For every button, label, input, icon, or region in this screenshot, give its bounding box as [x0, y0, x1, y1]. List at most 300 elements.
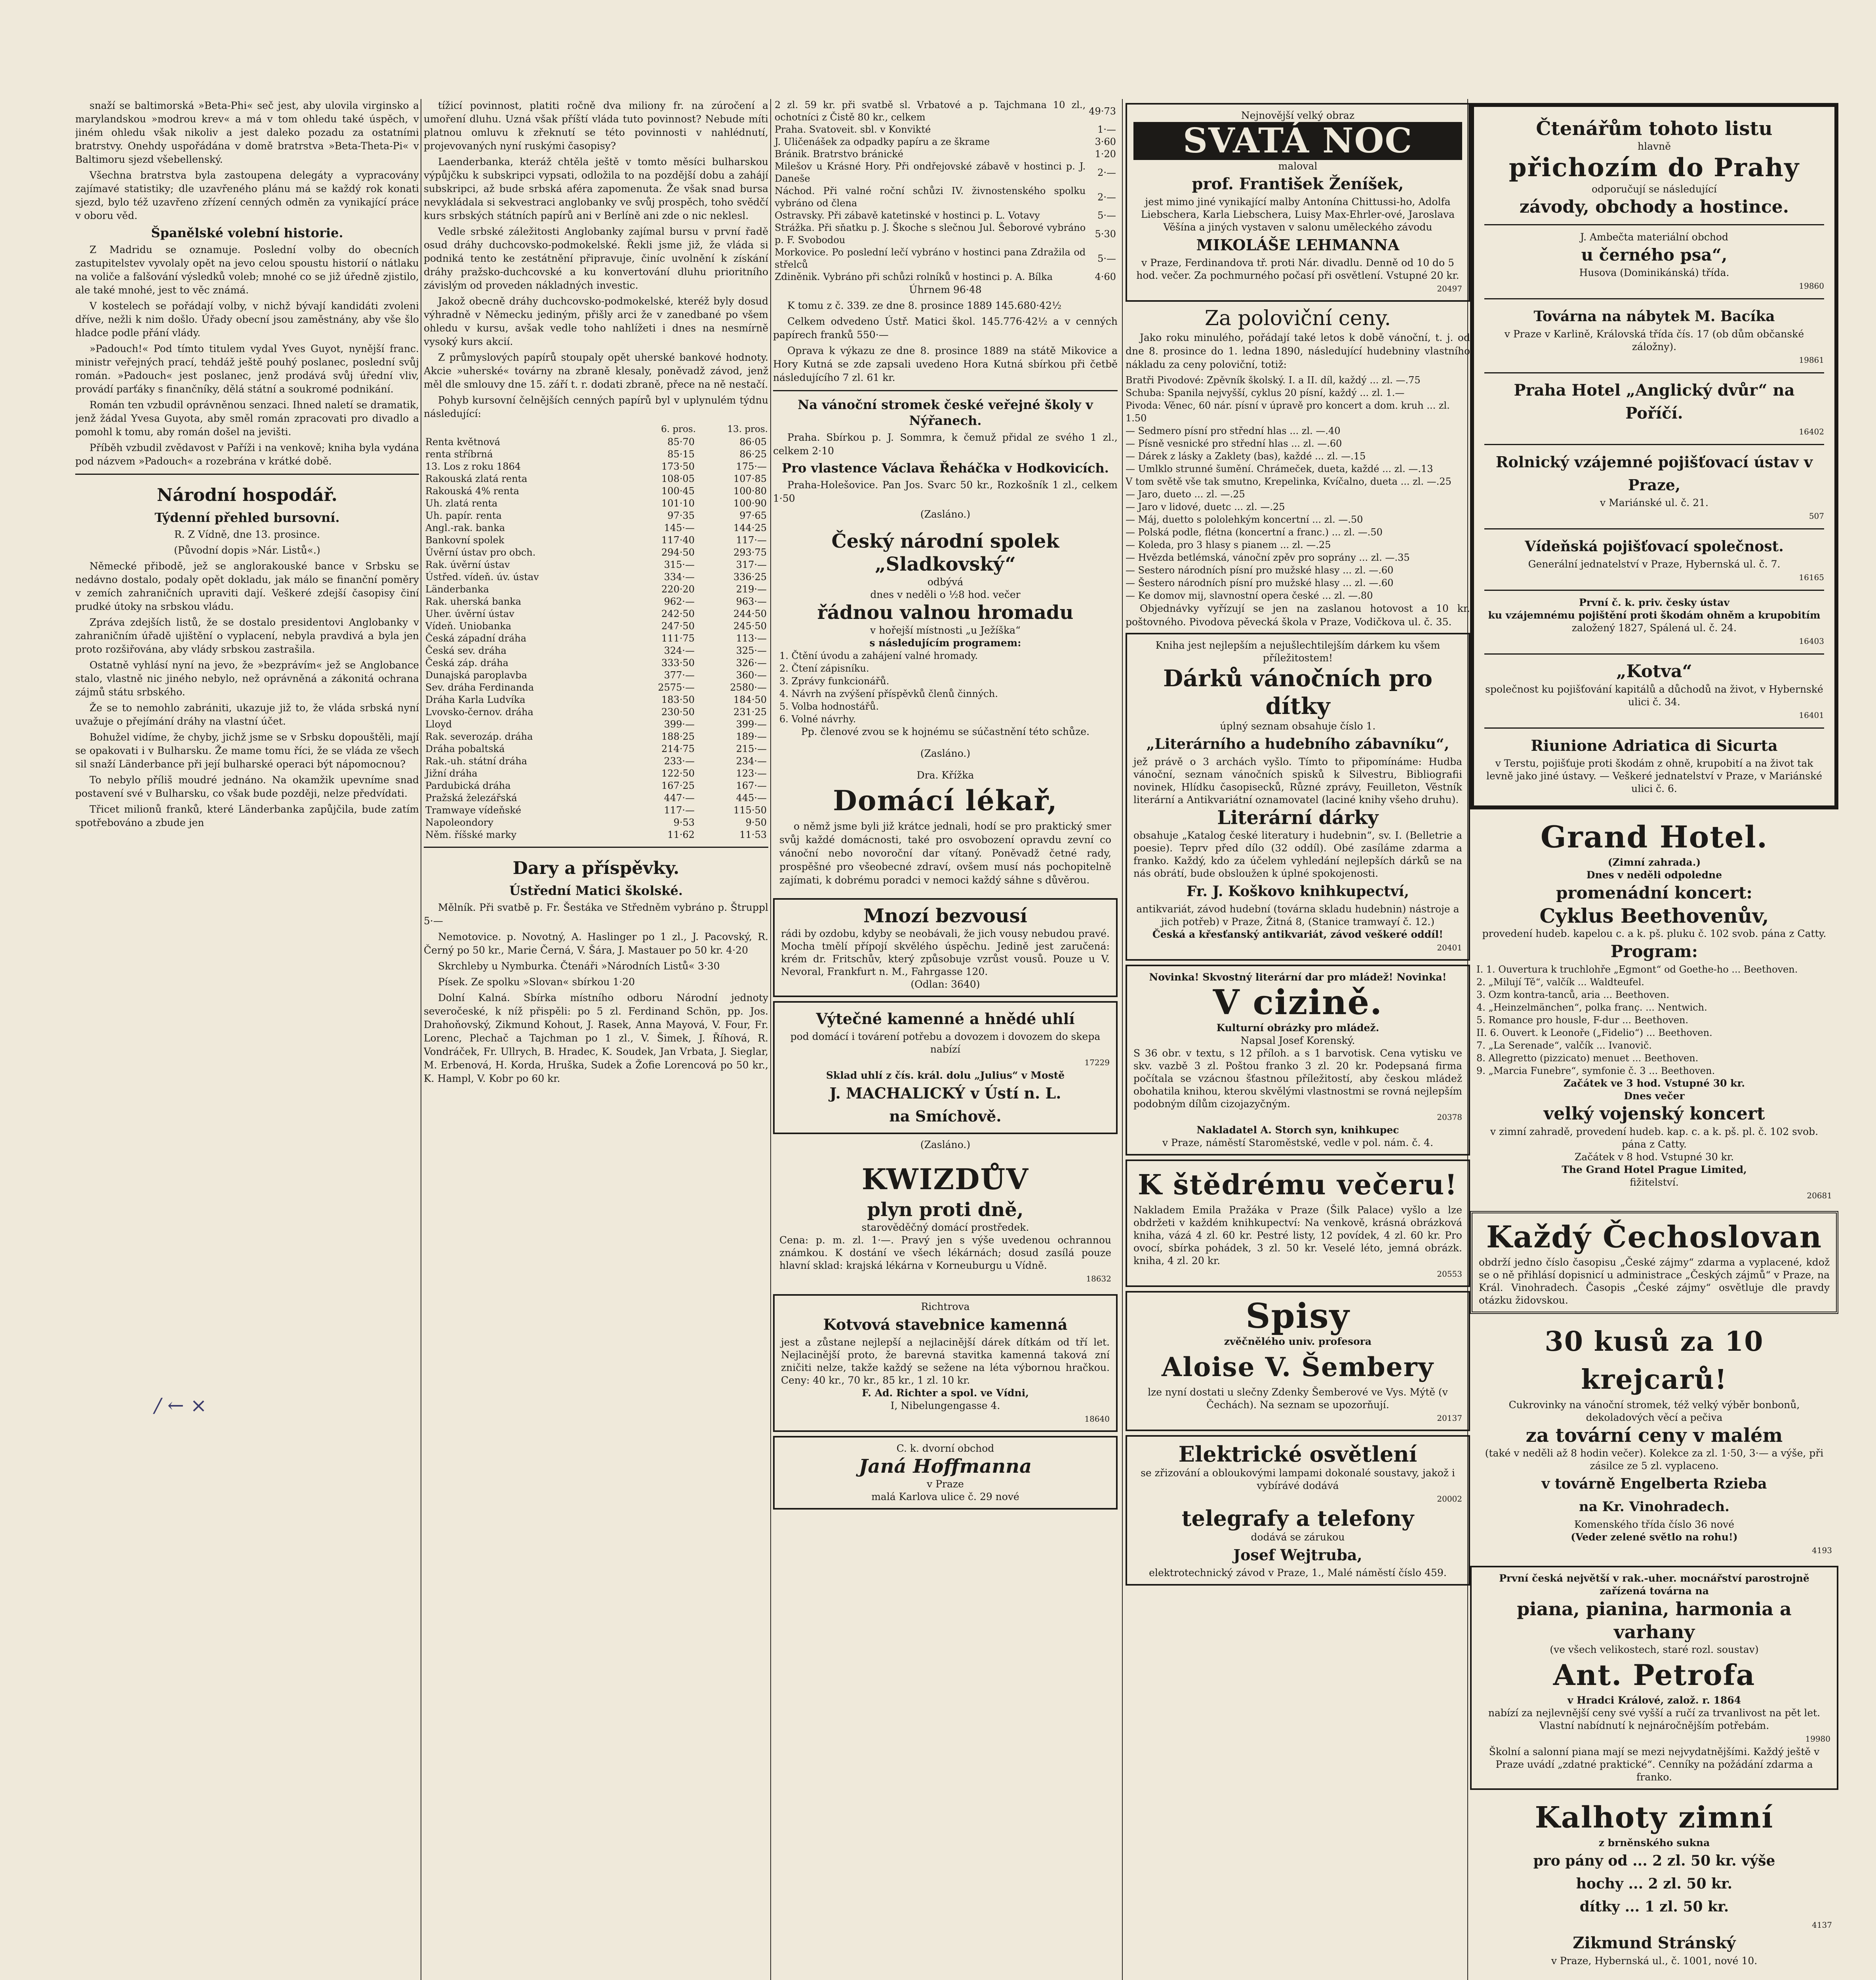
- coal-store: Sklad uhlí z čís. král. dolu „Julius“ v Mostě: [826, 1070, 1065, 1081]
- price-row: [424, 571, 768, 583]
- gift-row: [773, 99, 1118, 124]
- darku-firm: Fr. J. Koškovo knihkupectví,: [1187, 883, 1409, 900]
- row-value: 220·20: [661, 584, 695, 595]
- petrof-big: piana, pianina, harmonia a varhany: [1517, 1598, 1792, 1643]
- article-paragraph: Pohyb kursovní čelnějších cenných papírů byl v uplynulém týdnu následující:: [424, 394, 768, 419]
- dir-item-addr: společnost ku pojišťování kapitálů a důchodů na život, v Hybernské ulici č. 34.: [1485, 683, 1823, 708]
- correction-note: Oprava k výkazu ze dne 8. prosince 1889 na státě Mikovice a Hory Kutná se zde zapsali uvedeno Hora Kutná sbírkou při četbě následujícího 7 zl. 61 kr.: [773, 345, 1118, 383]
- price-row: [424, 755, 768, 767]
- spisy-ad: [1126, 1291, 1470, 1431]
- half-price-item: — Písně vesnické pro střední hlas ... zl. —.60: [1126, 438, 1342, 449]
- row-value: 231·25: [733, 706, 767, 718]
- spisy-name: Aloise V. Šembery: [1162, 1352, 1434, 1382]
- kusu-firm: v továrně Engelberta Rzieba: [1541, 1475, 1767, 1492]
- spolek-headline: řádnou valnou hromadu: [817, 602, 1074, 624]
- dir-big2: závody, obchody a hostince.: [1519, 197, 1789, 217]
- telegr-title: telegrafy a telefony: [1181, 1506, 1414, 1531]
- kwizda-text: Cena: p. m. zl. 1·—. Pravý jen s výše uvedenou ochrannou známkou. K dostání ve všech lékárnách; dosud zasílá pouze hlavní sklad: krajská lékárna v Korneuburgu u Vídně.: [779, 1234, 1111, 1271]
- row-label: Rak. severozáp. dráha: [425, 731, 533, 742]
- row-label: Něm. říšské marky: [425, 829, 517, 840]
- kwizda-title: KWIZDŮV: [861, 1162, 1029, 1196]
- divider: [1484, 528, 1824, 529]
- mnozi-serial: (Odlan: 3640): [910, 979, 980, 990]
- dir-serial: 16403: [1799, 636, 1824, 646]
- grand-hotel-ad: [1470, 813, 1838, 1207]
- price-table-header: [424, 423, 768, 436]
- spolek-item: 4. Návrh na zvýšení příspěvků členů činných.: [779, 688, 998, 699]
- spisy-text: lze nyní dostati u slečny Zdenky Šemberové ve Vys. Mýtě (v Čechách). Na seznam se upozorňují.: [1148, 1386, 1448, 1411]
- row-value: 188·25: [661, 731, 695, 742]
- hotel-big: velký vojenský koncert: [1543, 1104, 1765, 1124]
- hotel-promenade: promenádní koncert:: [1556, 883, 1752, 902]
- row-label: Česká sev. dráha: [425, 645, 507, 656]
- box-title: Na vánoční stromek české veřejné školy v Nýřanech.: [798, 397, 1093, 428]
- storch-addr: v Praze, náměstí Staroměstské, vedle v pol. nám. č. 4.: [1162, 1137, 1434, 1148]
- row-value: 1·20: [1095, 148, 1116, 160]
- row-label: Strážka. Při sňatku p. J. Škoche s slečnou Jul. Šeborové vybráno p. F. Svobodou: [775, 222, 1086, 246]
- dir-item-addr: v Praze v Karlině, Královská třída čís. 17 (ob dům občanské záložny).: [1504, 328, 1804, 352]
- section-subheading: Ústřední Matici školské.: [509, 883, 683, 898]
- hoffmann-city: v Praze: [927, 1478, 964, 1490]
- row-value: 97·35: [667, 510, 695, 521]
- price-row: [424, 743, 768, 755]
- price-row: [424, 546, 768, 559]
- row-value: 962·—: [664, 596, 695, 607]
- article-paragraph: tížicí povinnost, platiti ročně dva miliony fr. na zúročení a umoření dluhu. Uzná však příští vláda tuto povinnost? Nebude míti platnou omluvu k zřeknutí se této povinnosti v nahlédnutí, projevovaných nyní ruskými časopisy?: [424, 100, 768, 152]
- section-heading: Dary a příspěvky.: [512, 858, 680, 878]
- dir-serial: 507: [1809, 511, 1824, 521]
- box-line: Praha. Sbírkou p. J. Sommra, k čemuž přidal ze svého 1 zl., celkem 2·10: [773, 432, 1118, 457]
- half-price-item: Pivoda: Věnec, 60 nár. písní v úpravě pro koncert a dom. kruh ... zl. 1.50: [1126, 400, 1450, 424]
- spolek-item: 3. Zprávy funkcionářů.: [779, 676, 889, 687]
- kusu-addr: Komenského třída číslo 36 nové: [1574, 1519, 1735, 1530]
- row-label: Náchod. Při valné roční schůzi IV. živnostenského spolku vybráno od člena: [775, 185, 1086, 209]
- dir-item-pre: J. Ambečta materiální obchod: [1580, 231, 1728, 243]
- vecer-title: K štědrému večeru!: [1137, 1168, 1458, 1201]
- row-label: Ústřed. vídeň. úv. ústav: [425, 571, 539, 583]
- balici-ad: [1470, 1976, 1838, 1980]
- hoffmann-name: Janá Hoffmanna: [859, 1455, 1032, 1477]
- row-label: Pardubická dráha: [425, 780, 511, 791]
- half-price-text: Jako roku minulého, pořádají také letos k době vánoční, t. j. od dne 8. prosince do 1. ledna 1890, následující hudebniny vlastního nákladu za ceny poloviční, totiž:: [1126, 332, 1470, 370]
- price-row: [424, 522, 768, 534]
- hotel-eve2: v zimní zahradě, provedení hudeb. kap. c. a k. pš. pl. č. 102 svob. pána z Catty.: [1490, 1126, 1819, 1150]
- stedry-vecer-ad: [1126, 1159, 1470, 1287]
- kusu-foot: (Veder zelené světlo na rohu!): [1571, 1531, 1738, 1543]
- spolek-title: Český národní spolek „Sladkovský“: [831, 530, 1059, 575]
- row-label: 2 zl. 59 kr. při svatbě sl. Vrbatové a p. Tajchmana 10 zl., ochotníci z Čistě 80 kr., celkem: [775, 99, 1086, 123]
- spolek-item: 6. Volné návrhy.: [779, 714, 856, 725]
- cizine-text: S 36 obr. v textu, s 12 příloh. a s 1 barvotisk. Cena vytisku ve skv. vazbě 3 zl. Poštou franko 3 zl. 20 kr. Podepsaná firma počítala se vzácnou šťastnou příležitostí, aby českou mládež obohatila knihou, kterou skvělými vlastnostmi se rovná nejlepším podobným dílům cizojazyčným.: [1133, 1047, 1462, 1110]
- row-value: 242·50: [661, 608, 695, 619]
- kalhoty-line: dítky ... 1 zl. 50 kr.: [1579, 1898, 1729, 1915]
- spolek-item: 5. Volba hodnostářů.: [779, 701, 879, 712]
- price-row: [424, 669, 768, 682]
- darku-text: jež právě o 3 archách vyšlo. Tímto to připomínáme: Hudba vánoční, seznam vánočních spisků k Silvestru, Bibliografii novinek, Hlídku časopisecků, Různé zprávy, Feuilleton, Věstník literární a Antikvariátní oznamovatel (laciné knihy všeho druhu).: [1133, 756, 1462, 805]
- row-value: 108·05: [661, 473, 695, 484]
- vecer-serial: 20553: [1437, 1269, 1462, 1279]
- divider: [1484, 590, 1824, 591]
- cizine-sub: Kulturní obrázky pro mládež.: [1216, 1022, 1379, 1034]
- row-label: Dunajská paroplavba: [425, 670, 527, 681]
- dir-serial: 16401: [1799, 710, 1824, 720]
- price-row: [424, 473, 768, 485]
- half-price-item: — Šestero národních písní pro mužské hlasy ... zl. —.60: [1126, 577, 1394, 588]
- column-rule: [770, 99, 771, 1980]
- row-value: 5·30: [1095, 228, 1116, 240]
- column-1: [75, 99, 419, 832]
- dir-item-addr: v Terstu, pojišťuje proti škodám z ohně, krupobití a na život tak levně jako jiné ústavy. — Veškeré jednatelství v Praze, v Mariánské ulici č. 6.: [1486, 758, 1823, 794]
- dir-item-addr: založený 1827, Spálená ul. č. 24.: [1571, 622, 1737, 634]
- price-header-cell: 6. pros.: [661, 424, 696, 434]
- row-value: 234·—: [736, 756, 767, 767]
- hoffmann-ad: [773, 1436, 1118, 1510]
- price-row: [424, 448, 768, 461]
- row-value: 360·—: [736, 670, 767, 681]
- row-value: 9·53: [673, 817, 695, 828]
- row-value: 214·75: [661, 743, 695, 754]
- half-price-item: — Koleda, pro 3 hlasy s pianem ... zl. —.25: [1126, 539, 1331, 550]
- row-value: 4·60: [1095, 271, 1116, 282]
- row-value: 247·50: [661, 621, 695, 632]
- price-row: [424, 817, 768, 829]
- divider: [1484, 224, 1824, 225]
- lekar-text: o němž jsme byli již krátce jednali, hodí se pro praktický smer svůj každé domácnosti, také pro osvobození opravdu zevní co vánoční nebo novoroční dar vítaný. Poněvadž četné rady, prospěšné pro všeobecné zdraví, ovšem musí nás pochopitelně zajímati, k dobrému poradci v nemoci každý sáhne s důvěrou.: [779, 821, 1111, 886]
- half-price-item: V tom světě vše tak smutno, Krepelinka, Kvíčalno, dueta ... zl. —.25: [1126, 476, 1451, 487]
- sum-line: Celkem odvedeno Ústř. Matici škol. 145.776·42½ a v cenných papírech franků 550·—: [773, 316, 1118, 341]
- price-row: [424, 718, 768, 731]
- coal-ad: [773, 1001, 1118, 1134]
- darku-paper: „Literárního a hudebního zábavníku“,: [1146, 736, 1449, 752]
- hotel-program-item: 9. „Marcia Funebre“, symfonie č. 3 ... Beethoven.: [1476, 1065, 1715, 1076]
- gift-row: [773, 222, 1118, 246]
- row-label: Morkovice. Po poslední lečí vybráno v hostinci pana Zdražila od střelců: [775, 247, 1086, 270]
- row-value: 244·50: [733, 608, 767, 619]
- row-label: Dráha pobaltská: [425, 743, 505, 754]
- row-label: J. Uličenášek za odpadky papíru a ze škrame: [775, 136, 990, 147]
- half-price-list: [1126, 374, 1470, 602]
- half-price-foot: Objednávky vyřízují se jen na zaslanou hotovost a 10 kr. poštovného. Pivodova pěvecká škola v Praze, Vodičkova ul. č. 35.: [1126, 603, 1470, 628]
- total-line: Úhrnem 96·48: [909, 284, 982, 295]
- row-label: Zdiněnik. Vybráno při schůzi rolníků v hostinci p. A. Bílka: [775, 271, 1053, 282]
- divider: [1484, 653, 1824, 655]
- half-price-item: — Sedmero písní pro střední hlas ... zl. —.40: [1126, 425, 1341, 436]
- kusu-serial: 4193: [1812, 1546, 1832, 1555]
- mnozi-text: rádi by ozdobu, kdyby se neobávali, že jich vousy nebudou pravé. Mocha tmělí přípojí skvělého úspěchu. Jedině jest zaručená: krém dr. Fritschův, který způsobuje vzrůst vousů. Pouze u V. Nevoral, Frankfurt n. M., Fahrgasse 120.: [781, 928, 1110, 977]
- spisy-serial: 20137: [1437, 1413, 1462, 1423]
- dir-item-addr: Husova (Dominikánská) třída.: [1579, 267, 1729, 278]
- row-value: 189·—: [736, 731, 767, 742]
- gift-row: [773, 136, 1118, 148]
- row-label: Praha. Svatoveit. sbl. v Konvikté: [775, 124, 931, 135]
- spolek-line: v hořejší místnosti „u Ježíška“: [870, 624, 1021, 636]
- row-value: 117·—: [664, 805, 695, 816]
- dir-big: přichozím do Prahy: [1508, 153, 1800, 183]
- article-paragraph: Všechna bratrstva byla zastoupena delegáty a vypracovány zajímavé statistiky; dle uzavřeného plánu má se každý rok konati sjezd, bylo též uzavřeno zřízení cenných odměn za vynikající práce v oboru věd.: [75, 169, 419, 221]
- gift-row: [773, 246, 1118, 271]
- spolek-foot: Pp. členové zvou se k hojnému se súčastnění této schůze.: [801, 726, 1090, 737]
- storch-firm: Nakladatel A. Storch syn, knihkupec: [1196, 1124, 1399, 1136]
- row-value: 173·50: [661, 461, 695, 472]
- kwizda-ad: [773, 1156, 1118, 1290]
- noc-author: prof. František Ženíšek,: [1192, 175, 1404, 193]
- row-label: Lloyd: [425, 719, 452, 730]
- dir-serial: 19860: [1799, 281, 1824, 291]
- darku-sub: úplný seznam obsahuje číslo 1.: [1220, 720, 1376, 732]
- noc-pre: Nejnovější velký obraz: [1241, 110, 1355, 121]
- gift-entry: Dolní Kalná. Sbírka místního odboru Národní jednoty severočeské, k níž přispěli: po 5 zl. Ferdinand Schön, pp. Jos. Drahoňovský, Zikmund Kohout, J. Rasek, Anna Mayová, V. Four, Fr. Lorenc, Plechač a Tajchman po 1 zl., V. Šimek, J. Říhová, R. Vondráček, Fr. Ullrych, B. Hradec, K. Soudek, Jan Vrbata, J. Sieglar, M. Erbenová, H. Korda, Hruška, Sudek a Žofie Lorencová po 50 kr., K. Hampl, V. Kobr po 60 kr.: [424, 992, 768, 1084]
- richter-serial: 18640: [1084, 1414, 1110, 1424]
- row-value: 333·50: [661, 657, 695, 668]
- price-table: [424, 423, 768, 841]
- row-value: 377·—: [664, 670, 695, 681]
- row-value: 101·10: [661, 498, 695, 509]
- row-value: 175·—: [736, 461, 767, 472]
- gift-row: [773, 271, 1118, 283]
- telegr-by: dodává se zárukou: [1251, 1531, 1345, 1543]
- kalhoty-line: pro pány od ... 2 zl. 50 kr. výše: [1533, 1852, 1775, 1869]
- richter-text: jest a zůstane nejlepší a nejlacinější dárek dítkám od tří let. Nejlacinější proto, že barevná stavitka kamenná taková zní zničiti nelze, takže každý se sežene na léta výbornou hračkou. Ceny: 40 kr., 70 kr., 85 kr., 1 zl. 10 kr.: [781, 1336, 1110, 1386]
- lekar-ad: [773, 764, 1118, 894]
- divider: [424, 847, 768, 848]
- column-rule: [1122, 99, 1123, 1980]
- darku-serial: 20401: [1437, 943, 1462, 952]
- article-paragraph: »Padouch!« Pod tímto titulem vydal Yves Guyot, nynější franc. ministr veřejných prací, tehdáž ještě pouhý poslanec, poslední svůj román. »Padouch« jest poslanec, jenž prodává svůj úřední vliv, provádí parťáky s finančníky, dělá státní a soukromé podnikání.: [75, 343, 419, 395]
- row-label: Rakouská 4% renta: [425, 485, 519, 497]
- noc-text: jest mimo jiné vynikající malby Antonína Chittussi-ho, Adolfa Liebschera, Karla Liebschera, Luisy Max-Ehrler-ové, Jaroslava Věšína a jiných vystaven v salonu uměleckého závodu: [1141, 196, 1455, 233]
- row-value: 399·—: [736, 719, 767, 730]
- darku-title: Dárků vánočních pro dítky: [1163, 665, 1433, 720]
- hotel-program-list: [1476, 963, 1832, 1077]
- half-price-item: — Máj, duetto s pololehkým koncertní ... zl. —.50: [1126, 514, 1363, 525]
- row-value: 963·—: [736, 596, 767, 607]
- row-value: 5·—: [1097, 253, 1116, 264]
- row-label: Länderbanka: [425, 584, 489, 595]
- row-label: Rak. uherská banka: [425, 596, 522, 607]
- hotel-title: Grand Hotel.: [1540, 819, 1768, 855]
- dir-item: Rolnický vzájemné pojišťovací ústav v Praze,: [1495, 453, 1813, 494]
- row-value: 117·—: [736, 535, 767, 546]
- gift-row: [773, 160, 1118, 185]
- row-value: 336·25: [733, 571, 767, 583]
- dir-item: První č. k. priv. česky ústav: [1579, 597, 1730, 608]
- dir-item: Vídeňská pojišťovací společnost.: [1525, 538, 1784, 555]
- row-label: Uh. zlatá renta: [425, 498, 498, 509]
- row-label: Bankovní spolek: [425, 535, 505, 546]
- article-paragraph: V kostelech se pořádají volby, v nichž bývají kandidáti zvoleni dříve, nežli k nim došlo. Úřady obecní jsou zaměstnány, aby vše šlo hladce podle přání vlády.: [75, 300, 419, 339]
- noc-title: SVATÁ NOC: [1133, 122, 1462, 160]
- darku-title2: Literární dárky: [1217, 807, 1379, 829]
- row-value: 113·—: [736, 633, 767, 644]
- hotel-start: Začátek ve 3 hod. Vstupné 30 kr.: [1563, 1078, 1745, 1089]
- svata-noc-ad: [1126, 103, 1470, 302]
- half-price-item: — Ke domov mij, slavnostní opera české ... zl. —.80: [1126, 590, 1373, 601]
- spolek-ad: [773, 525, 1118, 743]
- gift-entry: Mělník. Při svatbě p. Fr. Šestáka ve Středněm vybráno p. Štruppl 5·—: [424, 902, 768, 927]
- row-value: 183·50: [661, 694, 695, 705]
- row-label: Jižní dráha: [425, 768, 478, 779]
- petrof-sub: (ve všech velikostech, staré rozl. soustav): [1550, 1644, 1759, 1655]
- gift-row: [773, 148, 1118, 160]
- mnozi-title: Mnozí bezvousí: [863, 905, 1027, 927]
- row-value: 85·70: [667, 436, 695, 447]
- cizine-serial: 20378: [1437, 1112, 1462, 1122]
- cizine-pre: Novinka! Skvostný literární dar pro mládež! Novinka!: [1149, 971, 1447, 983]
- spolek-sub: odbývá: [927, 576, 964, 588]
- half-price-item: Schuba: Spanila nejvyšší, cyklus 20 písní, každý ... zl. 1.—: [1126, 387, 1405, 398]
- row-value: 3·60: [1095, 136, 1116, 147]
- dir-item: Praha Hotel „Anglický dvůr“ na Poříčí.: [1514, 381, 1795, 423]
- section-subheading: Týdenní přehled bursovní.: [154, 510, 340, 525]
- noc-firm: MIKOLÁŠE LEHMANNA: [1196, 236, 1400, 254]
- row-label: Rak. úvěrní ústav: [425, 559, 510, 570]
- spolek-line: s následujícím programem:: [869, 637, 1021, 649]
- divider: [1484, 298, 1824, 299]
- petrof-loc: v Hradci Králové, založ. r. 1864: [1567, 1694, 1741, 1706]
- price-row: [424, 792, 768, 804]
- gift-row: [773, 124, 1118, 136]
- spolek-item: 2. Čtení zápisníku.: [779, 663, 869, 674]
- gift-entry: Skrchleby u Nymburka. Čtenáři »Národních Listů« 3·30: [438, 960, 720, 972]
- article-paragraph: Laenderbanka, kteráž chtěla ještě v tomto měsíci bulharskou výpůjčku k subskripci vypsati, odložila to na pozdější dobu a zahájí subskripci, až bude srbská aféra zapomenuta. Že však snad bursa nevykládala si sekvestraci anglobanky ve svůj prospěch, toho svědčí kurs srbských státních papírů ani v Berlíně ani zde o nic neklesl.: [424, 156, 768, 221]
- kwizda-sub2: starověděčný domácí prostředek.: [861, 1222, 1029, 1233]
- column-4: [1126, 99, 1470, 1590]
- darku-pre: Kniha jest nejlepším a nejušlechtilejším dárkem ku všem příležitostem!: [1155, 640, 1440, 664]
- mnozi-ad: [773, 898, 1118, 997]
- noc-addr: v Praze, Ferdinandova tř. proti Nár. divadlu. Denně od 10 do 5 hod. večer. Za pochmurného počasí při osvětlení. Vstupné 20 kr.: [1136, 257, 1459, 281]
- article-heading: Španělské volební historie.: [151, 225, 343, 240]
- row-value: 97·65: [739, 510, 767, 521]
- byline: R. Z Vídně, dne 13. prosince.: [174, 529, 320, 540]
- row-label: Sev. dráha Ferdinanda: [425, 682, 534, 693]
- half-price-item: — Jaro v lidové, duetc ... zl. —.25: [1126, 501, 1285, 512]
- lekar-title: Domácí lékař,: [833, 784, 1058, 817]
- article-paragraph: Z Madridu se oznamuje. Poslední volby do obecních zastupitelstev vyvolaly opět na jevo celou spoustu historií o nátlaku na voliče a falšování výsledků voleb; mnohé co se již úředně zjistilo, ale také mnohé, jest to věc známá.: [75, 244, 419, 296]
- gift-row: [773, 209, 1118, 222]
- price-row: [424, 510, 768, 522]
- hotel-program-item: II. 6. Ouvert. k Leonoře („Fidelio“) ... Beethoven.: [1476, 1027, 1712, 1038]
- hotel-band: provedení hudeb. kapelou c. a k. pš. pluku č. 102 svob. pána z Catty.: [1482, 928, 1826, 939]
- noc-serial: 20497: [1437, 284, 1462, 293]
- row-label: Napoleondory: [425, 817, 493, 828]
- spolek-line: dnes v neděli o ½8 hod. večer: [870, 589, 1021, 600]
- price-row: [424, 731, 768, 743]
- gift-row: [773, 185, 1118, 209]
- price-row: [424, 461, 768, 473]
- price-row: [424, 596, 768, 608]
- price-header-cell: [424, 423, 627, 436]
- price-row: [424, 767, 768, 780]
- row-value: 86·05: [739, 436, 767, 447]
- telegr-addr: elektrotechnický závod v Praze, 1., Malé náměstí číslo 459.: [1149, 1567, 1447, 1578]
- half-price-item: — Hvězda betlémská, vánoční zpěv pro soprány ... zl. —.35: [1126, 552, 1410, 563]
- price-row: [424, 645, 768, 657]
- price-row: [424, 657, 768, 669]
- elektr-text: se zřizování a obloukovými lampami dokonalé soustavy, jakož i vybírávé dodává: [1141, 1467, 1455, 1491]
- divider: [1484, 727, 1824, 729]
- kusu-title: 30 kusů za 10 krejcarů!: [1545, 1326, 1764, 1396]
- handwritten-annotation: / ← ×: [154, 1394, 207, 1417]
- row-label: Dráha Karla Ludvíka: [425, 694, 526, 705]
- article-paragraph: Zpráva zdejších listů, že se dostalo presidentovi Anglobanky v zahraničním úřadě ujištění o vyplacení, nebyla pravdivá a byla jen proto rozšiřována, aby vlády srbskou zastrašila.: [75, 617, 419, 655]
- row-label: Česká západní dráha: [425, 633, 527, 644]
- hotel-sub: (Zimní zahrada.): [1607, 857, 1701, 868]
- row-value: 111·75: [661, 633, 695, 644]
- article-paragraph: Příběh vzbudil zvědavost v Paříži i na venkově; kniha byla vydána pod názvem »Padouch« a rozebrána v krátké době.: [75, 442, 419, 467]
- row-value: 123·—: [736, 768, 767, 779]
- petrof-title: První česká největší v rak.-uher. mocnářství parostrojně zařízená továrna na: [1499, 1573, 1809, 1597]
- row-value: 167·25: [661, 780, 695, 791]
- kusu-loc: na Kr. Vinohradech.: [1579, 1499, 1730, 1515]
- dir-item-addr: Generální jednatelství v Praze, Hybernská ul. č. 7.: [1528, 558, 1781, 570]
- row-value: 122·50: [661, 768, 695, 779]
- kalhoty-line: hochy ... 2 zl. 50 kr.: [1576, 1875, 1733, 1892]
- hotel-program-item: 3. Ozm kontra-tanců, aria ... Beethoven.: [1476, 989, 1670, 1000]
- row-label: Lvovsko-černov. dráha: [425, 706, 533, 718]
- row-label: 13. Los z roku 1864: [425, 461, 521, 472]
- row-value: 399·—: [664, 719, 695, 730]
- hoffmann-addr: malá Karlova ulice č. 29 nové: [871, 1491, 1019, 1502]
- kazdy-title: Každý Čechoslovan: [1486, 1219, 1823, 1255]
- elektr-serial: 20002: [1437, 1494, 1462, 1504]
- kazdy-ad: [1470, 1211, 1838, 1314]
- kalhoty-ad: [1470, 1794, 1838, 1972]
- noc-by: maloval: [1278, 160, 1318, 172]
- row-value: 144·25: [733, 522, 767, 533]
- sum-line: K tomu z č. 339. ze dne 8. prosince 1889 145.680·42½: [787, 300, 1062, 311]
- coal-text: pod domácí i továrení potřebu a dovozem i dovozem do skepa nabízí: [790, 1031, 1101, 1055]
- price-row: [424, 559, 768, 571]
- kusu-text2: (také v neděli až 8 hodin večer). Kolekce za zl. 1·50, 3·— a výše, při zásilce ze 5 zl. vyplaceno.: [1485, 1447, 1824, 1472]
- hotel-program-item: 8. Allegretto (pizzicato) menuet ... Beethoven.: [1476, 1053, 1699, 1064]
- half-price-item: — Sestero národních písní pro mužské hlasy ... zl. —.60: [1126, 565, 1394, 576]
- half-price-item: — Jaro, dueto ... zl. —.25: [1126, 489, 1245, 500]
- dir-sub2: odporučují se následující: [1591, 183, 1717, 195]
- price-row: [424, 608, 768, 620]
- row-value: 230·50: [661, 706, 695, 718]
- row-label: Bránik. Bratrstvo bránické: [775, 148, 903, 160]
- kwizda-sub: plyn proti dně,: [867, 1199, 1024, 1221]
- row-value: 233·—: [664, 756, 695, 767]
- divider: [75, 474, 419, 475]
- richter-pre: Richtrova: [921, 1301, 970, 1312]
- article-paragraph: Román ten vzbudil oprávněnou senzaci. Ihned naletí se dramatik, jenž žádal Yvesa Guyota, aby směl román zpracovati pro divadlo a pomohl k tomu, aby román došel na jevišti.: [75, 399, 419, 438]
- cizine-author: Napsal Josef Korenský.: [1240, 1035, 1355, 1046]
- byline: (Původní dopis »Nár. Listů«.): [174, 544, 320, 556]
- row-value: 100·45: [661, 485, 695, 497]
- row-value: 317·—: [736, 559, 767, 570]
- coal-title: Výtečné kamenné a hnědé uhlí: [816, 1010, 1075, 1028]
- row-label: Uher. úvěrní ústav: [425, 608, 514, 619]
- richter-addr: I, Nibelungengasse 4.: [890, 1400, 1000, 1411]
- price-row: [424, 804, 768, 817]
- darku-addr: antikvariát, závod hudební (továrna skladu hudebnin) nástroje a jich potřeb) v Praze, Žitná 8, (Stanice tramwayí č. 12.): [1136, 903, 1459, 927]
- article-paragraph: Z průmyslových papírů stoupaly opět uherské bankové hodnoty. Akcie »uherské« továrny na zbraně klesaly, poněvadž závod, jenž měl dle smlouvy dne 15. září t. r. dodati zbraně, přece na ně nestačí.: [424, 352, 768, 390]
- article-paragraph: Třicet milionů franků, které Länderbanka zapůjčila, bude zatím spotřebováno a zbude jen: [75, 803, 419, 828]
- row-label: Milešov u Krásné Hory. Při ondřejovské zábavě v hostinci p. J. Daneše: [775, 161, 1086, 184]
- article-paragraph: Ostatně vyhlásí nyní na jevo, že »bezprávím« jež se Anglobance stalo, vlastně nic jiného nebylo, než oprávněná a zákonitá ochrana zájmů státu srbského.: [75, 659, 419, 698]
- divider: [1484, 372, 1824, 373]
- price-row: [424, 632, 768, 645]
- row-value: 100·80: [733, 485, 767, 497]
- dir-serial: 16165: [1799, 573, 1824, 582]
- hotel-start2: Začátek v 8 hod. Vstupné 30 kr.: [1574, 1151, 1734, 1163]
- elektr-title: Elektrické osvětlení: [1178, 1441, 1417, 1467]
- kalhoty-sub: z brněnského sukna: [1598, 1837, 1710, 1849]
- cukrovinky-ad: [1470, 1318, 1838, 1562]
- row-value: 447·—: [664, 792, 695, 803]
- kalhoty-serial: 4137: [1812, 1920, 1832, 1930]
